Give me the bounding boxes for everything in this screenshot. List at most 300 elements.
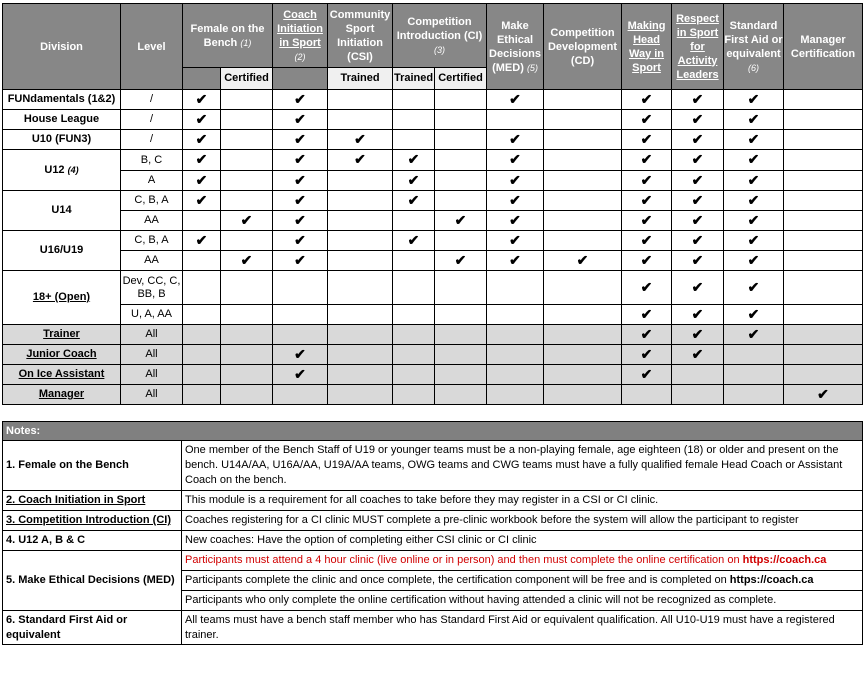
header-med: Make Ethical Decisions (MED) (5) xyxy=(487,4,544,90)
check-cell xyxy=(183,345,221,365)
check-icon: ✔ xyxy=(747,231,760,248)
check-cell xyxy=(724,191,784,211)
check-icon: ✔ xyxy=(691,211,704,228)
check-cell xyxy=(487,211,544,231)
check-cell xyxy=(273,345,328,365)
check-cell xyxy=(544,130,622,150)
check-icon: ✔ xyxy=(294,231,306,248)
check-cell xyxy=(435,110,487,130)
table-row xyxy=(3,150,863,171)
note-title: 5. Make Ethical Decisions (MED) xyxy=(3,551,182,611)
check-cell xyxy=(328,110,393,130)
check-cell xyxy=(183,305,221,325)
check-cell xyxy=(221,110,273,130)
check-icon: ✔ xyxy=(640,251,653,268)
check-cell xyxy=(487,251,544,271)
header-female-bench: Female on the Bench (1) xyxy=(183,4,273,68)
check-cell xyxy=(724,365,784,385)
header-division: Division xyxy=(3,4,121,90)
check-cell xyxy=(221,150,273,171)
check-cell xyxy=(544,90,622,110)
check-cell xyxy=(672,251,724,271)
check-cell xyxy=(544,365,622,385)
division-cell: House League xyxy=(3,110,121,130)
check-cell xyxy=(435,90,487,110)
check-icon: ✔ xyxy=(747,110,760,127)
check-cell xyxy=(724,305,784,325)
check-cell xyxy=(622,251,672,271)
check-cell xyxy=(183,191,221,211)
check-cell xyxy=(328,305,393,325)
check-cell xyxy=(221,191,273,211)
check-icon: ✔ xyxy=(509,171,521,188)
check-icon: ✔ xyxy=(747,151,760,167)
check-cell xyxy=(544,271,622,305)
header-making-head-way[interactable]: Making Head Way in Sport xyxy=(622,4,672,90)
check-cell xyxy=(328,385,393,405)
header-female-certified: Certified xyxy=(221,68,273,90)
check-cell xyxy=(221,325,273,345)
check-icon: ✔ xyxy=(454,251,467,268)
check-icon: ✔ xyxy=(294,211,306,228)
check-icon: ✔ xyxy=(294,130,306,147)
check-cell xyxy=(273,211,328,231)
check-icon: ✔ xyxy=(691,231,704,248)
note-text: Coaches registering for a CI clinic MUST complete a pre-clinic workbook before the system will allow the participant to register xyxy=(182,511,863,531)
check-cell xyxy=(221,90,273,110)
table-row xyxy=(3,251,863,271)
coach-link[interactable]: https://coach.ca xyxy=(742,554,827,566)
check-cell xyxy=(393,110,435,130)
table-row xyxy=(3,365,863,385)
check-icon: ✔ xyxy=(747,305,760,322)
check-cell xyxy=(544,191,622,211)
check-cell xyxy=(724,345,784,365)
check-icon: ✔ xyxy=(747,251,760,268)
notes-heading: Notes: xyxy=(3,422,863,441)
check-cell xyxy=(622,171,672,191)
header-coach-initiation-blank xyxy=(273,68,328,90)
division-cell[interactable]: Trainer xyxy=(3,325,121,345)
check-cell xyxy=(622,211,672,231)
check-icon: ✔ xyxy=(747,211,760,228)
check-cell xyxy=(784,271,863,305)
check-cell xyxy=(622,191,672,211)
division-cell: FUNdamentals (1&2) xyxy=(3,90,121,110)
check-icon: ✔ xyxy=(509,191,521,208)
level-cell: AA xyxy=(121,211,183,231)
check-cell xyxy=(393,211,435,231)
check-cell xyxy=(724,130,784,150)
table-row xyxy=(3,191,863,211)
check-cell xyxy=(544,231,622,251)
note-title: 6. Standard First Aid or equivalent xyxy=(3,611,182,645)
check-cell xyxy=(544,325,622,345)
check-cell xyxy=(784,231,863,251)
check-cell xyxy=(724,231,784,251)
header-coach-initiation[interactable]: Coach Initiation in Sport (2) xyxy=(273,4,328,68)
check-icon: ✔ xyxy=(294,345,306,362)
check-icon: ✔ xyxy=(454,211,467,228)
note-text: One member of the Bench Staff of U19 or younger teams must be a non-playing female, age eighteen (18) or older and present on the bench. U14A/AA, U16A/AA, U19A/AA teams, OWG teams and CWG teams must have a fully qualified female Head Coach or Assistant Coach on the bench. xyxy=(182,441,863,491)
header-first-aid: Standard First Aid or equivalent (6) xyxy=(724,4,784,90)
check-icon: ✔ xyxy=(576,251,589,268)
note-title[interactable]: 2. Coach Initiation in Sport xyxy=(3,491,182,511)
check-cell xyxy=(784,171,863,191)
check-cell xyxy=(328,211,393,231)
check-cell xyxy=(784,191,863,211)
division-cell: U10 (FUN3) xyxy=(3,130,121,150)
check-cell xyxy=(544,251,622,271)
check-cell xyxy=(784,211,863,231)
table-row xyxy=(3,110,863,130)
check-icon: ✔ xyxy=(509,151,521,167)
header-female-blank xyxy=(183,68,221,90)
check-cell xyxy=(273,305,328,325)
check-cell xyxy=(672,231,724,251)
check-cell xyxy=(487,171,544,191)
check-icon: ✔ xyxy=(294,251,306,268)
check-icon: ✔ xyxy=(640,305,653,322)
check-cell xyxy=(622,110,672,130)
check-icon: ✔ xyxy=(691,110,704,127)
check-cell xyxy=(221,251,273,271)
check-icon: ✔ xyxy=(195,231,208,248)
coach-link[interactable]: https://coach.ca xyxy=(729,574,814,586)
check-cell xyxy=(487,365,544,385)
note-title: 1. Female on the Bench xyxy=(3,441,182,491)
check-icon: ✔ xyxy=(691,151,704,167)
check-cell xyxy=(393,251,435,271)
check-icon: ✔ xyxy=(407,151,420,167)
check-cell xyxy=(183,231,221,251)
check-cell xyxy=(393,305,435,325)
check-icon: ✔ xyxy=(640,345,653,362)
check-cell xyxy=(724,90,784,110)
check-cell xyxy=(672,211,724,231)
check-cell xyxy=(328,90,393,110)
table-row xyxy=(3,231,863,251)
check-cell xyxy=(273,231,328,251)
check-cell xyxy=(784,110,863,130)
division-cell[interactable]: On Ice Assistant xyxy=(3,365,121,385)
check-cell xyxy=(435,231,487,251)
level-cell: All xyxy=(121,385,183,405)
level-cell: All xyxy=(121,345,183,365)
check-cell xyxy=(435,130,487,150)
check-cell xyxy=(487,191,544,211)
check-cell xyxy=(273,385,328,405)
check-cell xyxy=(221,271,273,305)
check-cell xyxy=(273,110,328,130)
check-icon: ✔ xyxy=(691,171,704,188)
check-icon: ✔ xyxy=(195,90,208,107)
check-cell xyxy=(435,365,487,385)
check-cell xyxy=(784,345,863,365)
check-cell xyxy=(435,325,487,345)
check-cell xyxy=(221,171,273,191)
check-icon: ✔ xyxy=(407,171,420,188)
check-cell xyxy=(273,325,328,345)
check-icon: ✔ xyxy=(747,278,760,295)
check-icon: ✔ xyxy=(747,325,760,342)
check-icon: ✔ xyxy=(640,191,653,208)
check-cell xyxy=(328,251,393,271)
check-icon: ✔ xyxy=(354,130,366,147)
check-cell xyxy=(622,365,672,385)
check-icon: ✔ xyxy=(640,365,653,382)
check-cell xyxy=(393,130,435,150)
note-text: All teams must have a bench staff member who has Standard First Aid or equivalent qualification. All U10-U19 must have a registered trainer. xyxy=(182,611,863,645)
check-cell xyxy=(784,150,863,171)
check-cell xyxy=(435,271,487,305)
check-icon: ✔ xyxy=(509,130,521,147)
check-cell xyxy=(435,385,487,405)
check-icon: ✔ xyxy=(747,90,760,107)
header-ci-trained: Trained xyxy=(393,68,435,90)
check-icon: ✔ xyxy=(691,345,704,362)
check-cell xyxy=(221,365,273,385)
level-cell: All xyxy=(121,325,183,345)
check-cell xyxy=(784,305,863,325)
check-cell xyxy=(622,305,672,325)
header-ci-certified: Certified xyxy=(435,68,487,90)
header-csi: Community Sport Initiation (CSI) xyxy=(328,4,393,68)
check-cell xyxy=(328,191,393,211)
check-cell xyxy=(672,365,724,385)
check-cell xyxy=(393,325,435,345)
check-icon: ✔ xyxy=(294,151,306,167)
check-icon: ✔ xyxy=(640,171,653,188)
header-manager: Manager Certification xyxy=(784,4,863,90)
check-cell xyxy=(544,345,622,365)
check-cell xyxy=(435,191,487,211)
level-cell: / xyxy=(121,130,183,150)
check-icon: ✔ xyxy=(640,211,653,228)
check-cell xyxy=(724,385,784,405)
check-cell xyxy=(183,110,221,130)
check-cell xyxy=(393,171,435,191)
level-cell: U, A, AA xyxy=(121,305,183,325)
check-icon: ✔ xyxy=(691,90,704,107)
check-cell xyxy=(183,385,221,405)
check-cell xyxy=(672,191,724,211)
note-text: Participants complete the clinic and once complete, the certification component will be free and is completed on https://coach.ca xyxy=(182,571,863,591)
check-cell xyxy=(622,90,672,110)
note-title[interactable]: 3. Competition Introduction (CI) xyxy=(3,511,182,531)
division-cell[interactable]: Manager xyxy=(3,385,121,405)
table-row xyxy=(3,130,863,150)
level-cell: A xyxy=(121,171,183,191)
check-icon: ✔ xyxy=(747,130,760,147)
check-cell xyxy=(221,345,273,365)
division-cell: U14 xyxy=(3,191,121,231)
check-cell xyxy=(672,271,724,305)
check-cell xyxy=(672,305,724,325)
check-icon: ✔ xyxy=(747,191,760,208)
check-cell xyxy=(672,345,724,365)
check-cell xyxy=(273,191,328,211)
check-cell xyxy=(724,171,784,191)
table-row xyxy=(3,385,863,405)
check-icon: ✔ xyxy=(640,325,653,342)
check-cell xyxy=(672,90,724,110)
check-icon: ✔ xyxy=(294,90,306,107)
check-cell xyxy=(328,150,393,171)
note-text: New coaches: Have the option of completing either CSI clinic or CI clinic xyxy=(182,531,863,551)
check-cell xyxy=(544,171,622,191)
check-icon: ✔ xyxy=(640,90,653,107)
check-cell xyxy=(435,211,487,231)
check-cell xyxy=(622,150,672,171)
note-text: This module is a requirement for all coaches to take before they may register in a CSI or CI clinic. xyxy=(182,491,863,511)
check-icon: ✔ xyxy=(640,151,653,167)
check-cell xyxy=(672,110,724,130)
check-icon: ✔ xyxy=(640,130,653,147)
check-cell xyxy=(724,211,784,231)
check-cell xyxy=(328,171,393,191)
check-cell xyxy=(784,130,863,150)
check-cell xyxy=(544,305,622,325)
check-icon: ✔ xyxy=(407,191,420,208)
table-row xyxy=(3,90,863,110)
check-cell xyxy=(328,345,393,365)
check-cell xyxy=(273,365,328,385)
check-cell xyxy=(487,150,544,171)
check-cell xyxy=(784,325,863,345)
check-icon: ✔ xyxy=(195,171,208,188)
table-row xyxy=(3,271,863,305)
check-cell xyxy=(183,90,221,110)
level-cell: B, C xyxy=(121,150,183,171)
check-cell xyxy=(393,231,435,251)
check-cell xyxy=(487,305,544,325)
check-icon: ✔ xyxy=(817,385,829,402)
check-cell xyxy=(273,90,328,110)
check-cell xyxy=(328,325,393,345)
check-cell xyxy=(784,251,863,271)
check-cell xyxy=(273,271,328,305)
check-cell xyxy=(328,271,393,305)
check-cell xyxy=(435,150,487,171)
check-cell xyxy=(487,110,544,130)
check-cell xyxy=(183,365,221,385)
check-cell xyxy=(784,90,863,110)
check-icon: ✔ xyxy=(195,130,208,147)
check-icon: ✔ xyxy=(407,231,420,248)
check-icon: ✔ xyxy=(691,325,704,342)
check-cell xyxy=(672,130,724,150)
check-cell xyxy=(672,325,724,345)
division-cell: U12 (4) xyxy=(3,150,121,191)
check-icon: ✔ xyxy=(195,110,208,127)
level-cell: C, B, A xyxy=(121,191,183,211)
check-cell xyxy=(622,345,672,365)
check-cell xyxy=(622,385,672,405)
division-cell[interactable]: 18+ (Open) xyxy=(3,271,121,325)
check-cell xyxy=(487,385,544,405)
check-icon: ✔ xyxy=(195,191,208,208)
check-cell xyxy=(183,251,221,271)
check-cell xyxy=(487,325,544,345)
table-row xyxy=(3,345,863,365)
check-cell xyxy=(724,251,784,271)
check-cell xyxy=(487,345,544,365)
check-cell xyxy=(393,345,435,365)
check-cell xyxy=(724,150,784,171)
check-cell xyxy=(183,325,221,345)
check-icon: ✔ xyxy=(509,211,521,228)
check-cell xyxy=(544,385,622,405)
certification-matrix xyxy=(2,3,863,405)
level-cell: Dev, CC, C, BB, B xyxy=(121,271,183,305)
check-cell xyxy=(273,171,328,191)
check-cell xyxy=(487,90,544,110)
check-cell xyxy=(328,231,393,251)
check-cell xyxy=(328,365,393,385)
check-cell xyxy=(221,211,273,231)
table-row xyxy=(3,305,863,325)
check-icon: ✔ xyxy=(195,151,208,167)
level-cell: All xyxy=(121,365,183,385)
header-csi-trained: Trained xyxy=(328,68,393,90)
check-icon: ✔ xyxy=(640,231,653,248)
check-cell xyxy=(784,365,863,385)
level-cell: / xyxy=(121,110,183,130)
check-icon: ✔ xyxy=(294,110,306,127)
check-cell xyxy=(672,150,724,171)
check-cell xyxy=(487,231,544,251)
check-cell xyxy=(183,130,221,150)
check-icon: ✔ xyxy=(240,211,253,228)
check-cell xyxy=(221,231,273,251)
check-cell xyxy=(221,385,273,405)
level-cell: C, B, A xyxy=(121,231,183,251)
division-cell: U16/U19 xyxy=(3,231,121,271)
division-cell[interactable]: Junior Coach xyxy=(3,345,121,365)
check-icon: ✔ xyxy=(640,110,653,127)
check-cell xyxy=(273,251,328,271)
header-level: Level xyxy=(121,4,183,90)
check-cell xyxy=(544,110,622,130)
header-respect-in-sport[interactable]: Respect in Sport for Activity Leaders xyxy=(672,4,724,90)
check-icon: ✔ xyxy=(691,278,704,295)
check-cell xyxy=(183,150,221,171)
check-cell xyxy=(487,271,544,305)
header-cd: Competition Development (CD) xyxy=(544,4,622,90)
level-cell: / xyxy=(121,90,183,110)
check-cell xyxy=(273,130,328,150)
table-row xyxy=(3,325,863,345)
check-icon: ✔ xyxy=(640,278,653,295)
header-ci: Competition Introduction (CI) (3) xyxy=(393,4,487,68)
check-cell xyxy=(221,305,273,325)
check-icon: ✔ xyxy=(509,90,521,107)
table-row xyxy=(3,211,863,231)
notes-table xyxy=(2,421,863,645)
check-cell xyxy=(724,271,784,305)
check-cell xyxy=(622,231,672,251)
check-cell xyxy=(435,345,487,365)
check-cell xyxy=(328,130,393,150)
check-icon: ✔ xyxy=(509,231,521,248)
table-row xyxy=(3,171,863,191)
check-icon: ✔ xyxy=(509,251,521,268)
check-icon: ✔ xyxy=(294,191,306,208)
check-cell xyxy=(393,191,435,211)
check-icon: ✔ xyxy=(691,130,704,147)
check-cell xyxy=(435,251,487,271)
